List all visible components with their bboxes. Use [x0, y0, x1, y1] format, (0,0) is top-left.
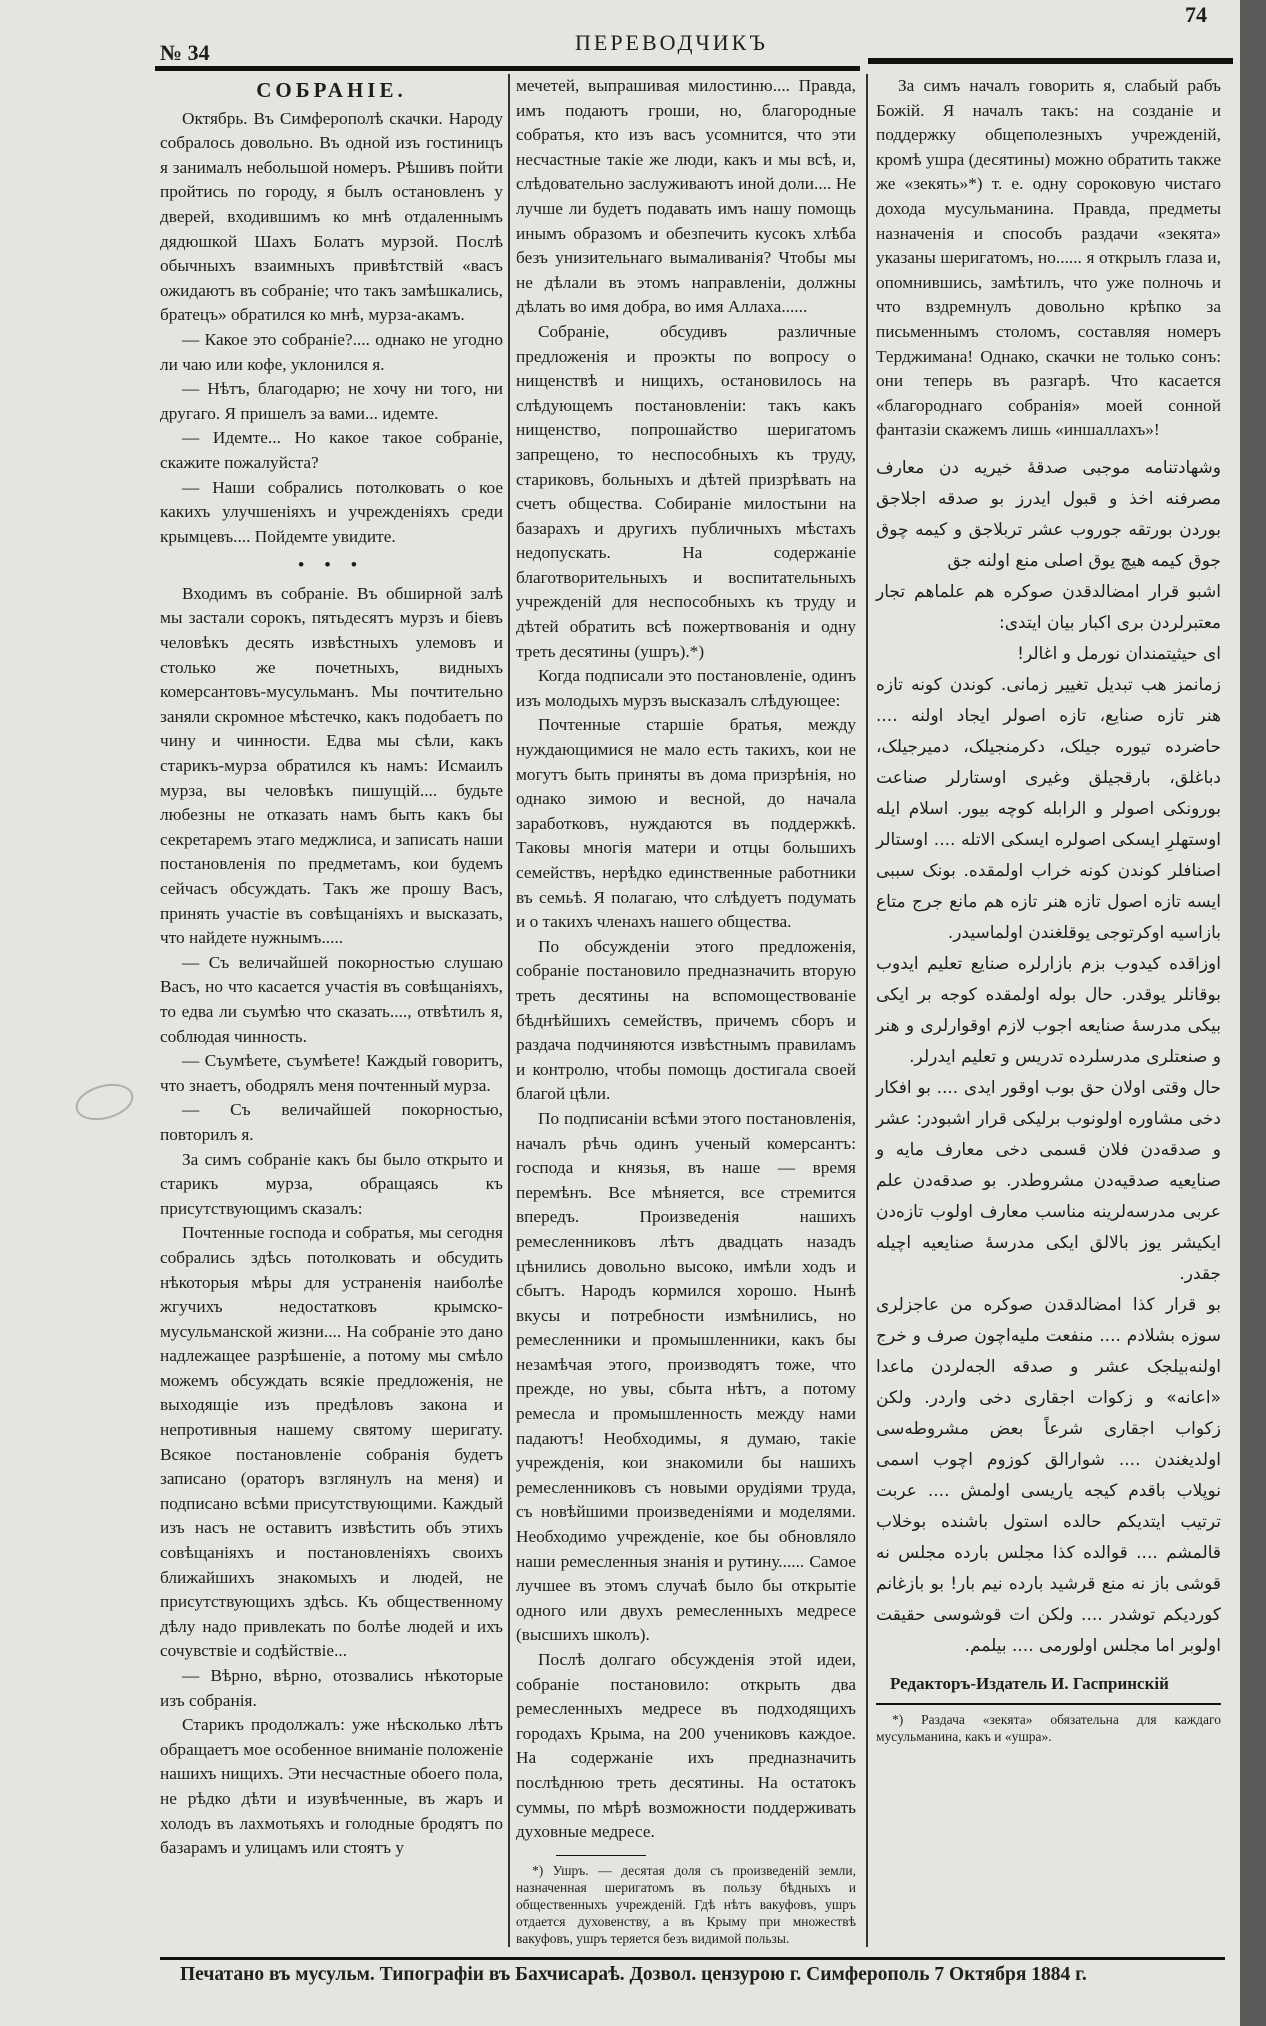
newspaper-page — [160, 0, 1225, 2026]
issue-number: № 34 — [160, 40, 210, 65]
paragraph: Почтенные господа и собратья, мы сегодня собрались здѣсь потолковать и обсудить нѣкоторыя мѣры для устраненія наиболѣе жгучихъ недостатковъ крымско-мусульманской жизни.... На собраніе это дано надлежащее разрѣшеніе, а потому мы смѣло можемъ обсуждать всякіе предложенія, не выходящіе изъ предѣловъ закона и непротивныя нашему святому шеригату. Всякое постановленіе собранія будетъ записано (ораторъ взглянулъ на меня) и подписано всѣми присутствующими. Каждый изъ насъ не оставитъ извѣстить объ этихъ совѣщаніяхъ и постановленіяхъ своихъ ближайшихъ знакомыхъ и людей, не присутствующихъ здѣсь. Къ общественному дѣлу надо привлекать по болѣе людей и ихъ сочувствіе и содѣйствіе... — [160, 1223, 503, 1661]
editor-credit: Редакторъ-Издатель И. Гаспринскій — [876, 1672, 1221, 1705]
paragraph: زمانمز هب تبدیل تغییر زمانی. کوندن کونه تازه هنر تازه صنایع، تازه اصولر ایجاد اولنه .... حاضرده تیوره جیلک، دکرمنجیلک، دمیرجیلک، دباغلق، بارقجیلق وغیری اوستارلر صناعت بورونکی اصولر و الرابله کوچه بیور. اسلام ایله اوستهلرِ ایسکی اصولره ایسکی الاتله .... اوستالر اصنافلر کوندن کونه خراب اولمقده. بونک سببی ایسه تازه اصول تازه هنر تازه هم مانع جرج متاع بازاسیه اوکرتوجی یوقلغندن اولماسیدر. — [876, 674, 1221, 943]
paragraph: Послѣ долгаго обсужденія этой идеи, собраніе постановило: открыть два ремесленныхъ медресе въ подходящихъ городахъ Крыма, на 200 учениковъ каждое. На содержаніе ихъ предназначить послѣднюю треть десятины. На остатокъ суммы, по мѣрѣ возможности поддерживать духовные медресе. — [516, 1650, 856, 1842]
paragraph: ای حیثیتمندان نورمل و اغالر! — [1017, 643, 1221, 664]
paragraph: За симъ началъ говорить я, слабый рабъ Божій. Я началъ такъ: на созданіе и поддержку общеполезныхъ учрежденій, кромѣ ушра (десятины) можно обратить также же «зекять»*) т. е. одну сороковую чистаго дохода мусульманина. Правда, предметы назначенія и способъ раздачи «зекята» указаны шеригатомъ, но...... я открылъ глаза и, опомнившись, замѣтилъ, что уже полночь и что вздремнулъ довольно крѣпко за письменнымъ столомъ, составляя номеръ Терджимана! Однако, скачки не только сонъ: они теперь въ разгарѣ. Что касается «благороднаго собранія» моей сонной фантазіи скажемъ лишь «иншаллахъ»! — [876, 76, 1221, 440]
article-column-1 — [160, 74, 503, 1947]
article-column-3 — [866, 74, 1221, 1947]
paragraph: وشهادتنامه موجبی صدقهٔ خیریه دن معارف مصرفنه اخذ و قبول ایدرز بو صدقه اجلاجق بوردن بورتقه جوروب عشر تربلاجق و کیمه چوق جوق کیمه هیچ یوق اصلی منع اولنه جق — [876, 457, 1221, 571]
paragraph: Старикъ продолжалъ: уже нѣсколько лѣтъ обращаетъ мое особенное вниманіе положеніе нашихъ нищихъ. Эти несчастные обоего пола, не рѣдко дѣти и изувѣченные, въ жаръ и холодъ въ лахмотьяхъ и голодные бродятъ по базарамъ и улицамъ или стоятъ у — [160, 1715, 503, 1858]
scan-edge — [1240, 0, 1266, 2026]
paragraph: По подписаніи всѣми этого постановленія, началъ рѣчь одинъ ученый комерсантъ: господа и князья, въ наше — время перемѣнъ. Все мѣняется, все стремится впередъ. Произведенія нашихъ ремесленниковъ лѣтъ двадцать назадъ цѣнились довольно высоко, имѣли ходъ и сбытъ. Народъ кормился хорошо. Нынѣ вкусы и потребности измѣнились, но ремесленники и промышленники, какъ бы незамѣчая этого, производятъ тоже, что прежде, но увы, сбыта нѣтъ, а потому ремесла и промышленность между нами падаютъ! Необходимы, я думаю, такіе учрежденія, кои знакомили бы нашихъ ремесленниковъ съ новыми орудіями труда, съ новѣйшими произведеніями и моделями. Необходимо учрежденіе, кое бы обновляло наши ремесленныя знанія и рутину...... Самое лучшее въ этомъ случаѣ было бы открытіе одного или двухъ ремесленныхъ медресе (высшихъ школъ). — [516, 1108, 856, 1645]
ottoman-turkish-text — [876, 453, 1221, 1662]
footnote — [516, 1862, 856, 1947]
page-number: 74 — [1185, 2, 1207, 27]
paragraph: — Съ величайшей покорностью слушаю Васъ, но что касается участія въ совѣщаніяхъ, то едва ли съумѣю что сказать...., отвѣтилъ я, соблюдая чинность. — [160, 952, 503, 1046]
paragraph: اشبو قرار امضالدقدن صوکره هم علماهم تجار معتبرلردن بری اکبار بیان ایتدی: — [876, 581, 1221, 633]
paragraph: — Наши собрались потолковать о кое какихъ улучшеніяхъ и учрежденіяхъ среди крымцевъ.... Пойдемте увидите. — [160, 477, 503, 546]
section-ornament: • • • — [298, 555, 365, 575]
paragraph: — Съумѣете, съумѣете! Каждый говоритъ, что знаетъ, ободрялъ меня почтенный мурза. — [160, 1051, 503, 1095]
newspaper-title: ПЕРЕВОДЧИКЪ — [575, 30, 768, 55]
article-heading: СОБРАНІЕ. — [256, 78, 407, 102]
footnote-text: *) Раздача «зекята» обязательна для каждаго мусульманина, какъ и «ушра». — [876, 1711, 1221, 1744]
footnote — [876, 1711, 1221, 1745]
paragraph: اوزاقده کیدوب بزم بازارلره صنایع تعلیم ایدوب بوقانلر یوقدر. حال بوله اولمقده کوجه بر ایکی بیکی مدرسهٔ صنایعه اجوب لازم اوقوارلری و هنر و صنعتلری مدرسلرده تدریس و تعلیم ایدرلر. — [876, 953, 1221, 1067]
margin-scribble — [72, 1078, 138, 1126]
paragraph: حال وقتی اولان حق بوب اوقور ایدی .... بو افکار دخی مشاوره اولونوب برلیکی قرار اشبودر: عشر و صدقه‌دن فلان قسمی دخی معارف مایه و صنایعیه صدقیه‌دن مشروطدر. بو صدقه‌دن علم عربی مدرسه‌لرینه مناسب معارف اولوب تازه‌دن ایکیشر یوز بالالق ایکی مدرسهٔ صنایعیه اچیله جقدر. — [876, 1077, 1221, 1284]
paragraph: — Какое это собраніе?.... однако не угодно ли чаю или кофе, уклонился я. — [160, 329, 503, 374]
paragraph: بو قرار کذا امضالدقدن صوکره من عاجزلری سوزه بشلادم .... منفعت مليه‌اچون صرف و خرج اولنه‌بیلجک عشر و صدقه الجه‌لردن ماعدا «اعانه» و زکوات اجقاری دخی واردر. ولکن زکواب اجقاری شرعاً بعض مشروطه‌سی اولدیغندن .... شوارالق کوزوم اچوب اسمی نوپلاب باقدم کیجه یاریسی اولمش .... عربت ترتیب ایتدیکم حالده استول باشنده بوخلاب قالمشم .... قوالده کذا مجلس بارده مجلس نه قوشی باز نه منع قرشید بارده نیم بار! بو بازغانم کوردیکم توشدر .... ولکن ات قوشوسی حقیقت اولوبر اما مجلس اولورمی .... بیلمم. — [876, 1294, 1221, 1656]
paragraph: — Съ величайшей покорностью, повторилъ я. — [160, 1100, 503, 1144]
paragraph: Входимъ въ собраніе. Въ обширной залѣ мы застали сорокъ, пятьдесятъ мурзъ и біевъ человѣкъ десять извѣстныхъ улемовъ и столько же почетныхъ, видныхъ комерсантовъ-мусульманъ. Мы почтительно заняли скромное мѣстечко, какъ подобаетъ по чину и чинности. Едва мы сѣли, какъ старикъ-мурза обратился къ намъ: Исмаилъ мурза, вы человѣкъ пишущій.... будьте любезны не отказать намъ быть какъ бы секретаремъ этаго меджлиса, и записать наши постановленія по предметамъ, кои будемъ сейчасъ обсуждать. Такъ же прошу Васъ, принять участіе въ совѣщаніяхъ и высказать, что найдете нужнымъ..... — [160, 583, 503, 948]
footnote-rule — [556, 1855, 646, 1856]
paragraph: По обсужденіи этого предложенія, собраніе постановило предназначить вторую треть десятины на вспомоществованіе бѣднѣйшихъ семействъ, причемъ сборъ и раздача подчиняются извѣстнымъ правиламъ и контролю, чтобы помощь достигала своей благой цѣли. — [516, 936, 856, 1104]
paragraph: — Идемте... Но какое такое собраніе, скажите пожалуйста? — [160, 428, 503, 472]
article-column-2 — [508, 74, 856, 1947]
footnote-text: *) Ушръ. — десятая доля съ произведеній земли, назначенная шеригатомъ въ пользу бѣдныхъ и общественныхъ учрежденій. Гдѣ нѣтъ вакуфовъ, ушръ отдается духовенству, а въ Крыму при множествѣ вакуфовъ, ушръ теряется безъ видимой пользы. — [516, 1862, 856, 1946]
paragraph: Октябрь. Въ Симферополѣ скачки. Народу собралось довольно. Въ одной изъ гостиницъ я занималъ небольшой номеръ. Рѣшивъ пойти пройтись по городу, я былъ остановленъ у дверей, входившимъ ко мнѣ отдаленнымъ дядюшкой Шахъ Болатъ мурзой. Послѣ обычныхъ взаимныхъ привѣтствій «васъ ожидаютъ въ собраніе; что такъ замѣшкались, братецъ» обратился ко мнѣ, мурза-акамъ. — [160, 108, 503, 325]
paragraph: За симъ собраніе какъ бы было открыто и старикъ мурза, обращаясь къ присутствующимъ сказалъ: — [160, 1149, 503, 1218]
paragraph: Когда подписали это постановленіе, одинъ изъ молодыхъ мурзъ высказалъ слѣдующее: — [516, 666, 856, 710]
columns — [160, 74, 1225, 1947]
paragraph: Почтенные старшіе братья, между нуждающимися не мало есть такихъ, кои не могутъ быть приняты въ дома призрѣнія, но однако зимою и весной, до начала заработковъ, нуждаются въ поддержкѣ. Таковы многія матери и отцы большихъ семействъ, нерѣдко единственные работники въ семьѣ. Я полагаю, что слѣдуетъ подумать и о такихъ членахъ нашего общества. — [516, 715, 856, 932]
paragraph: — Вѣрно, вѣрно, отозвались нѣкоторые изъ собранія. — [160, 1666, 503, 1710]
paragraph: — Нѣтъ, благодарю; не хочу ни того, ни другаго. Я пришелъ за вами... идемте. — [160, 379, 503, 423]
imprint-footer: Печатано въ мусульм. Типографіи въ Бахчисараѣ. Дозвол. цензурою г. Симферополь 7 Октября 1884 г. — [160, 1957, 1225, 2026]
paragraph: Собраніе, обсудивъ различные предложенія и проэкты по вопросу о нищенствѣ и нищихъ, остановилось на слѣдующемъ постановленіи: такъ какъ нищенство, попрошайство шеригатомъ запрещено, то неспособныхъ къ труду, стариковъ, больныхъ и дѣтей призрѣвать на счетъ общества. Собираніе милостыни на базарахъ и другихъ публичныхъ мѣстахъ недопускать. На содержаніе благотворительныхъ и воспитательныхъ учрежденій для неспособныхъ къ труду и дѣтей обратить всѣ пожертвованія и одну треть десятины (ушръ).*) — [516, 321, 856, 661]
paragraph: мечетей, выпрашивая милостиню.... Правда, имъ подаютъ гроши, но, благородные собратья, кто изъ васъ усомнится, что эти несчастные такіе же люди, какъ и мы всѣ, и, слѣдовательно заслуживаютъ иной доли.... Не лучше ли будетъ подавать имъ нашу помощь инымъ образомъ и обезпечить кусокъ хлѣба безъ унизительнаго вымаливанія? Чтобы мы не дѣлали въ этомъ направленіи, должны дѣлать во имя добра, во имя Аллаха...... — [516, 76, 856, 317]
